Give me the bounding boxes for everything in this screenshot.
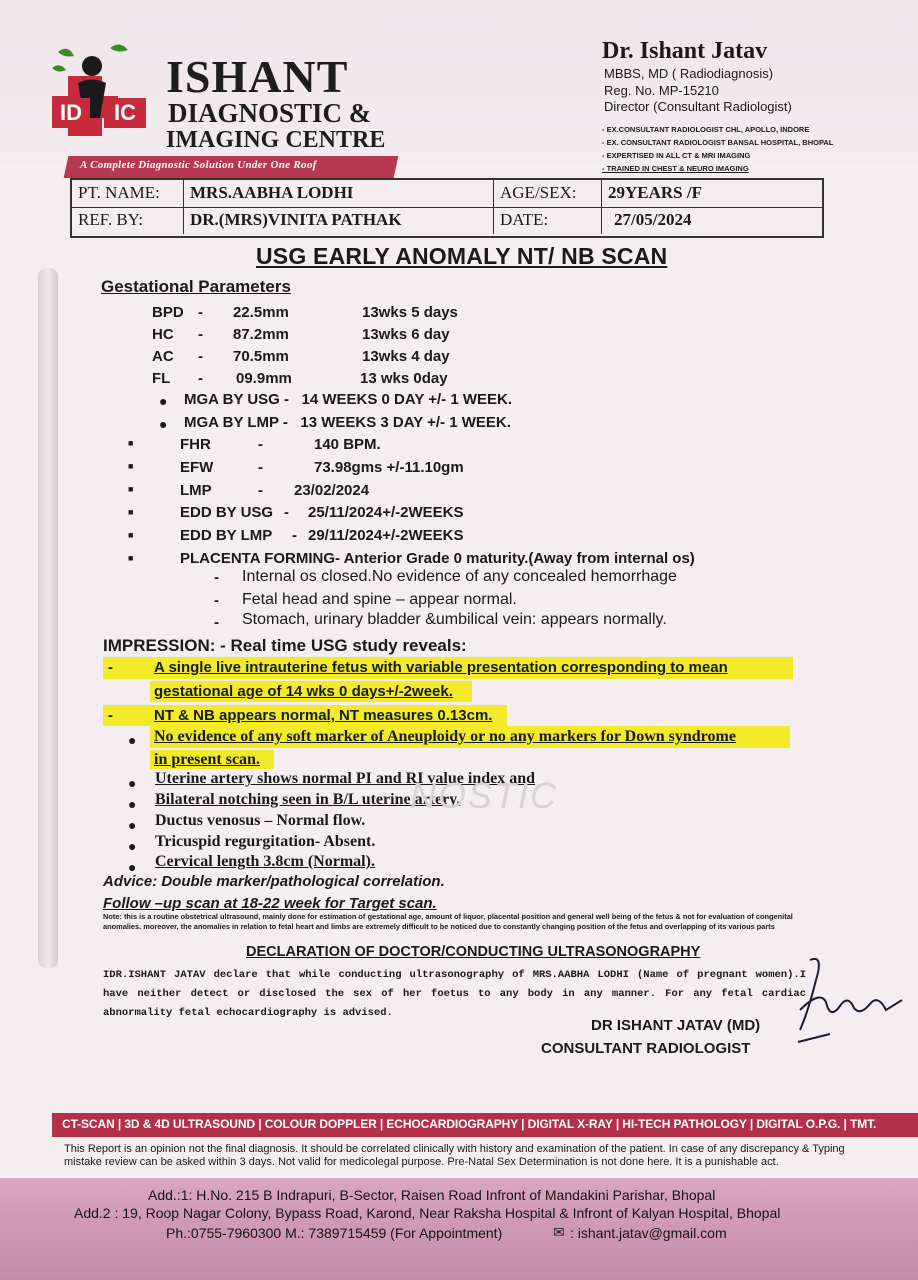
impression-tricuspid: Tricuspid regurgitation- Absent. (155, 833, 376, 850)
param-label-ac: AC (152, 348, 174, 365)
impression-3b: in present scan. (154, 751, 260, 768)
patient-info-table (70, 178, 824, 238)
declaration-text: IDR.ISHANT JATAV declare that while conducting ultrasonography of MRS.AABHA LODHI (Name of pregnant women).I have neither detect or disclosed the sex of her foetus to any body in any manner. For any fetal cardiac abnormality fetal echocardiography is advised. (103, 969, 806, 1019)
vital-value-edd-lmp: 29/11/2024+/-2WEEKS (308, 527, 464, 544)
impression-ductus: Ductus venosus – Normal flow. (155, 812, 366, 829)
clinic-name-line1: ISHANT (166, 51, 349, 102)
credential-2: - EX. CONSULTANT RADIOLOGIST BANSAL HOSPITAL, BHOPAL (602, 138, 834, 147)
email: : ishant.jatav@gmail.com (570, 1225, 727, 1241)
finding-2: Fetal head and spine – appear normal. (242, 591, 517, 608)
param-weeks-fl: 13 wks 0day (360, 370, 448, 387)
watermark: NOSTIC (410, 775, 559, 816)
mga-usg: MGA BY USG - 14 WEEKS 0 DAY +/- 1 WEEK. (184, 391, 513, 408)
param-weeks-hc: 13wks 6 day (362, 326, 450, 343)
vital-value-efw: 73.98gms +/-11.10gm (314, 459, 464, 476)
bullet-icon: ● (159, 416, 168, 432)
param-value-hc: 87.2mm (233, 326, 289, 343)
bullet-icon: ● (128, 838, 137, 854)
placenta-line: PLACENTA FORMING- Anterior Grade 0 maturity.(Away from internal os) (180, 550, 695, 567)
scan-edge-strip (38, 268, 58, 968)
date-value: 27/05/2024 (614, 210, 692, 229)
param-label-fl: FL (152, 370, 171, 387)
note: Note: this is a routine obstetrical ultrasound, mainly done for estimation of gestational age, amount of liquor, placental position and general well being of the fetus & not for evaluation of congenital anomalies. moreover, the anomalies in relation to fetal heart and limbs are extremely difficult to be noticed due to constantly changing position of the fetus and overlapping of its various parts (103, 912, 793, 931)
vital-label-fhr: FHR (180, 436, 211, 453)
bullet-icon: ● (128, 775, 137, 791)
impression-1a: A single live intrauterine fetus with variable presentation corresponding to mean (154, 659, 728, 676)
vital-value-lmp: 23/02/2024 (294, 482, 370, 499)
param-sep: - (198, 348, 203, 365)
vital-label-lmp: LMP (180, 482, 212, 499)
param-value-bpd: 22.5mm (233, 304, 289, 321)
vital-value-edd-usg: 25/11/2024+/-2WEEKS (308, 504, 464, 521)
impression-notching: Bilateral notching seen in B/L uterine artery. (155, 791, 461, 808)
mga-lmp: MGA BY LMP - 13 WEEKS 3 DAY +/- 1 WEEK. (184, 414, 511, 431)
signatory-name: DR ISHANT JATAV (MD) (591, 1017, 761, 1034)
param-sep: - (198, 370, 203, 387)
param-value-ac: 70.5mm (233, 348, 289, 365)
credential-1: - EX.CONSULTANT RADIOLOGIST CHL, APOLLO, INDORE (602, 125, 810, 134)
clinic-name-line2: DIAGNOSTIC & (168, 98, 372, 128)
vital-sep: - (258, 459, 263, 476)
vital-value-fhr: 140 BPM. (314, 436, 381, 453)
bullet-icon: ● (128, 732, 137, 748)
doctor-name: Dr. Ishant Jatav (602, 38, 768, 64)
report-title: USG EARLY ANOMALY NT/ NB SCAN (256, 243, 668, 269)
age-sex-label: AGE/SEX: (494, 180, 602, 207)
disclaimer: This Report is an opinion not the final diagnosis. It should be correlated clinically with history and examination of the patient. In case of any discrepancy & Typing mistake review can be asked within 3 days. Not valid for medicolegal purpose. Pre-Natal Sex Determination is not done here. It is a punishable act. (64, 1143, 845, 1168)
dash-icon: - (108, 659, 113, 676)
dash-icon: - (214, 569, 219, 586)
bullet-icon: ■ (128, 507, 134, 517)
credential-4: - TRAINED IN CHEST & NEURO IMAGING (602, 164, 749, 173)
ref-by-label: REF. BY: (72, 207, 184, 234)
mail-icon: ✉ (553, 1224, 565, 1240)
param-value-fl: 09.9mm (236, 370, 292, 387)
param-weeks-bpd: 13wks 5 days (362, 304, 458, 321)
param-weeks-ac: 13wks 4 day (362, 348, 450, 365)
doctor-reg: Reg. No. MP-15210 (604, 83, 719, 98)
impression-2: NT & NB appears normal, NT measures 0.13cm. (154, 707, 493, 724)
clinic-name-line3: IMAGING CENTRE (166, 127, 386, 153)
vital-sep: - (284, 504, 289, 521)
vital-sep: - (258, 482, 263, 499)
clinic-tagline: A Complete Diagnostic Solution Under One Roof (80, 159, 317, 171)
vital-sep: - (292, 527, 297, 544)
bullet-icon: ● (128, 796, 137, 812)
finding-1: Internal os closed.No evidence of any concealed hemorrhage (242, 568, 677, 585)
clinic-logo-icon (48, 38, 148, 153)
bullet-icon: ● (128, 859, 137, 875)
impression-heading: IMPRESSION: - Real time USG study reveals: (103, 636, 467, 655)
doctor-credentials (602, 123, 833, 175)
param-label-bpd: BPD (152, 304, 184, 321)
finding-3: Stomach, urinary bladder &umbilical vein: appears normally. (242, 611, 667, 628)
logo-letters-right: IC (104, 98, 146, 128)
param-label-hc: HC (152, 326, 174, 343)
gestational-heading: Gestational Parameters (101, 277, 291, 296)
age-sex-value: 29YEARS /F (608, 183, 702, 202)
services-list: CT-SCAN | 3D & 4D ULTRASOUND | COLOUR DOPPLER | ECHOCARDIOGRAPHY | DIGITAL X-RAY | HI-TECH PATHOLOGY | DIGITAL O.P.G. | TMT. (62, 1117, 877, 1131)
address-2: Add.2 : 19, Roop Nagar Colony, Bypass Road, Karond, Near Raksha Hospital & Infront of Kalyan Hospital, Bhopal (74, 1205, 781, 1221)
param-sep: - (198, 304, 203, 321)
doctor-role: Director (Consultant Radiologist) (604, 99, 792, 114)
logo-letters-left: ID (52, 98, 90, 128)
pt-name-value: MRS.AABHA LODHI (184, 180, 494, 207)
ref-by-value: DR.(MRS)VINITA PATHAK (184, 207, 494, 234)
bullet-icon: ■ (128, 553, 134, 563)
phone: Ph.:0755-7960300 M.: 7389715459 (For Appointment) (166, 1225, 503, 1241)
impression-cervical: Cervical length 3.8cm (Normal). (155, 853, 375, 870)
follow-up: Follow –up scan at 18-22 week for Target scan. (103, 895, 437, 912)
bullet-icon: ■ (128, 530, 134, 540)
vital-label-efw: EFW (180, 459, 214, 476)
dash-icon: - (214, 592, 219, 609)
credential-3: - EXPERTISED IN ALL CT & MRI IMAGING (602, 151, 751, 160)
doctor-degree: MBBS, MD ( Radiodiagnosis) (604, 66, 774, 81)
declaration-heading: DECLARATION OF DOCTOR/CONDUCTING ULTRASONOGRAPHY (246, 944, 701, 960)
bullet-icon: ● (159, 393, 168, 409)
vital-label-edd-usg: EDD BY USG (180, 504, 274, 521)
pt-name-label: PT. NAME: (72, 180, 184, 207)
impression-uterine: Uterine artery shows normal PI and RI value index and (155, 770, 536, 787)
dash-icon: - (214, 614, 219, 631)
date-label: DATE: (494, 207, 602, 234)
signatory-role: CONSULTANT RADIOLOGIST (541, 1040, 751, 1057)
impression-1b: gestational age of 14 wks 0 days+/-2week. (154, 683, 453, 700)
dash-icon: - (108, 707, 113, 724)
param-sep: - (198, 326, 203, 343)
bullet-icon: ● (128, 817, 137, 833)
bullet-icon: ■ (128, 438, 134, 448)
signature-icon (790, 950, 910, 1060)
bullet-icon: ■ (128, 461, 134, 471)
advice: Advice: Double marker/pathological correlation. (103, 873, 445, 890)
vital-sep: - (258, 436, 263, 453)
address-1: Add.:1: H.No. 215 B Indrapuri, B-Sector, Raisen Road Infront of Mandakini Parishar, Bhopal (148, 1187, 716, 1203)
impression-3a: No evidence of any soft marker of Aneuploidy or no any markers for Down syndrome (154, 728, 736, 745)
vital-label-edd-lmp: EDD BY LMP (180, 527, 273, 544)
bullet-icon: ■ (128, 484, 134, 494)
